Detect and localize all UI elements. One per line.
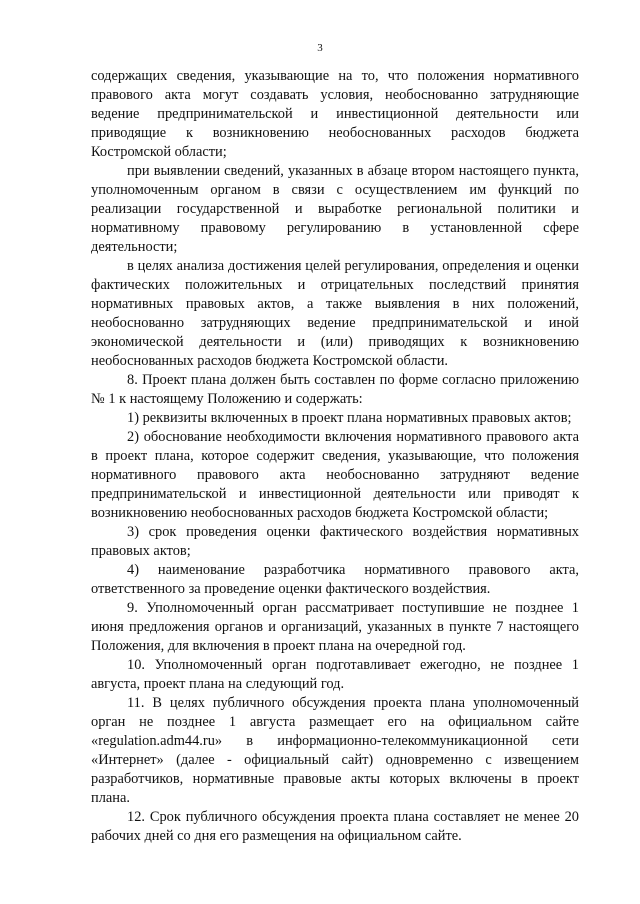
paragraph-item-11: 11. В целях публичного обсуждения проекта плана уполномоченный орган не позднее 1 августа размещает его на официальном сайте «regulation.adm44.ru» в информационно-телекоммуникационной сети «Интернет» (далее - официальный сайт) одновременно с извещением разработчиков, нормативные правовые акты которых включены в проект плана. [91,695,579,806]
list-item-4: 4) наименование разработчика нормативного правового акта, ответственного за проведение оценки фактического воздействия. [91,562,579,597]
paragraph: при выявлении сведений, указанных в абзаце втором настоящего пункта, уполномоченным органом в связи с осуществлением им функций по реализации государственной и выработке региональной политики и нормативному правовому регулированию в установленной сфере деятельности; [91,163,579,255]
page-number: 3 [317,42,323,54]
paragraph-item-10: 10. Уполномоченный орган подготавливает ежегодно, не позднее 1 августа, проект плана на следующий год. [91,657,579,692]
paragraph-item-8: 8. Проект плана должен быть составлен по форме согласно приложению № 1 к настоящему Положению и содержать: [91,372,579,407]
list-item-2: 2) обоснование необходимости включения нормативного правового акта в проект плана, которое содержит сведения, указывающие, что положения нормативного правового акта необоснованно затрудняют ведение предпринимательской и инвестиционной деятельности или приводят к возникновению необоснованных расходов бюджета Костромской области; [91,429,579,521]
paragraph-item-12: 12. Срок публичного обсуждения проекта плана составляет не менее 20 рабочих дней со дня его размещения на официальном сайте. [91,809,579,844]
paragraph: в целях анализа достижения целей регулирования, определения и оценки фактических положительных и отрицательных последствий принятия нормативных правовых актов, а также выявления в них положений, необоснованно затрудняющих ведение предпринимательской и иной экономической деятельности и (или) приводящих к возникновению необоснованных расходов бюджета Костромской области. [91,258,579,369]
paragraph-item-9: 9. Уполномоченный орган рассматривает поступившие не позднее 1 июня предложения органов и организаций, указанных в пункте 7 настоящего Положения, для включения в проект плана на очередной год. [91,600,579,654]
list-item-1: 1) реквизиты включенных в проект плана нормативных правовых актов; [127,410,572,426]
document-body [91,67,579,846]
list-item-3: 3) срок проведения оценки фактического воздействия нормативных правовых актов; [91,524,579,559]
paragraph-continuation: содержащих сведения, указывающие на то, что положения нормативного правового акта могут создавать условия, необоснованно затрудняющие ведение предпринимательской и инвестиционной деятельности или приводящие к возникновению необоснованных расходов бюджета Костромской области; [91,68,579,160]
